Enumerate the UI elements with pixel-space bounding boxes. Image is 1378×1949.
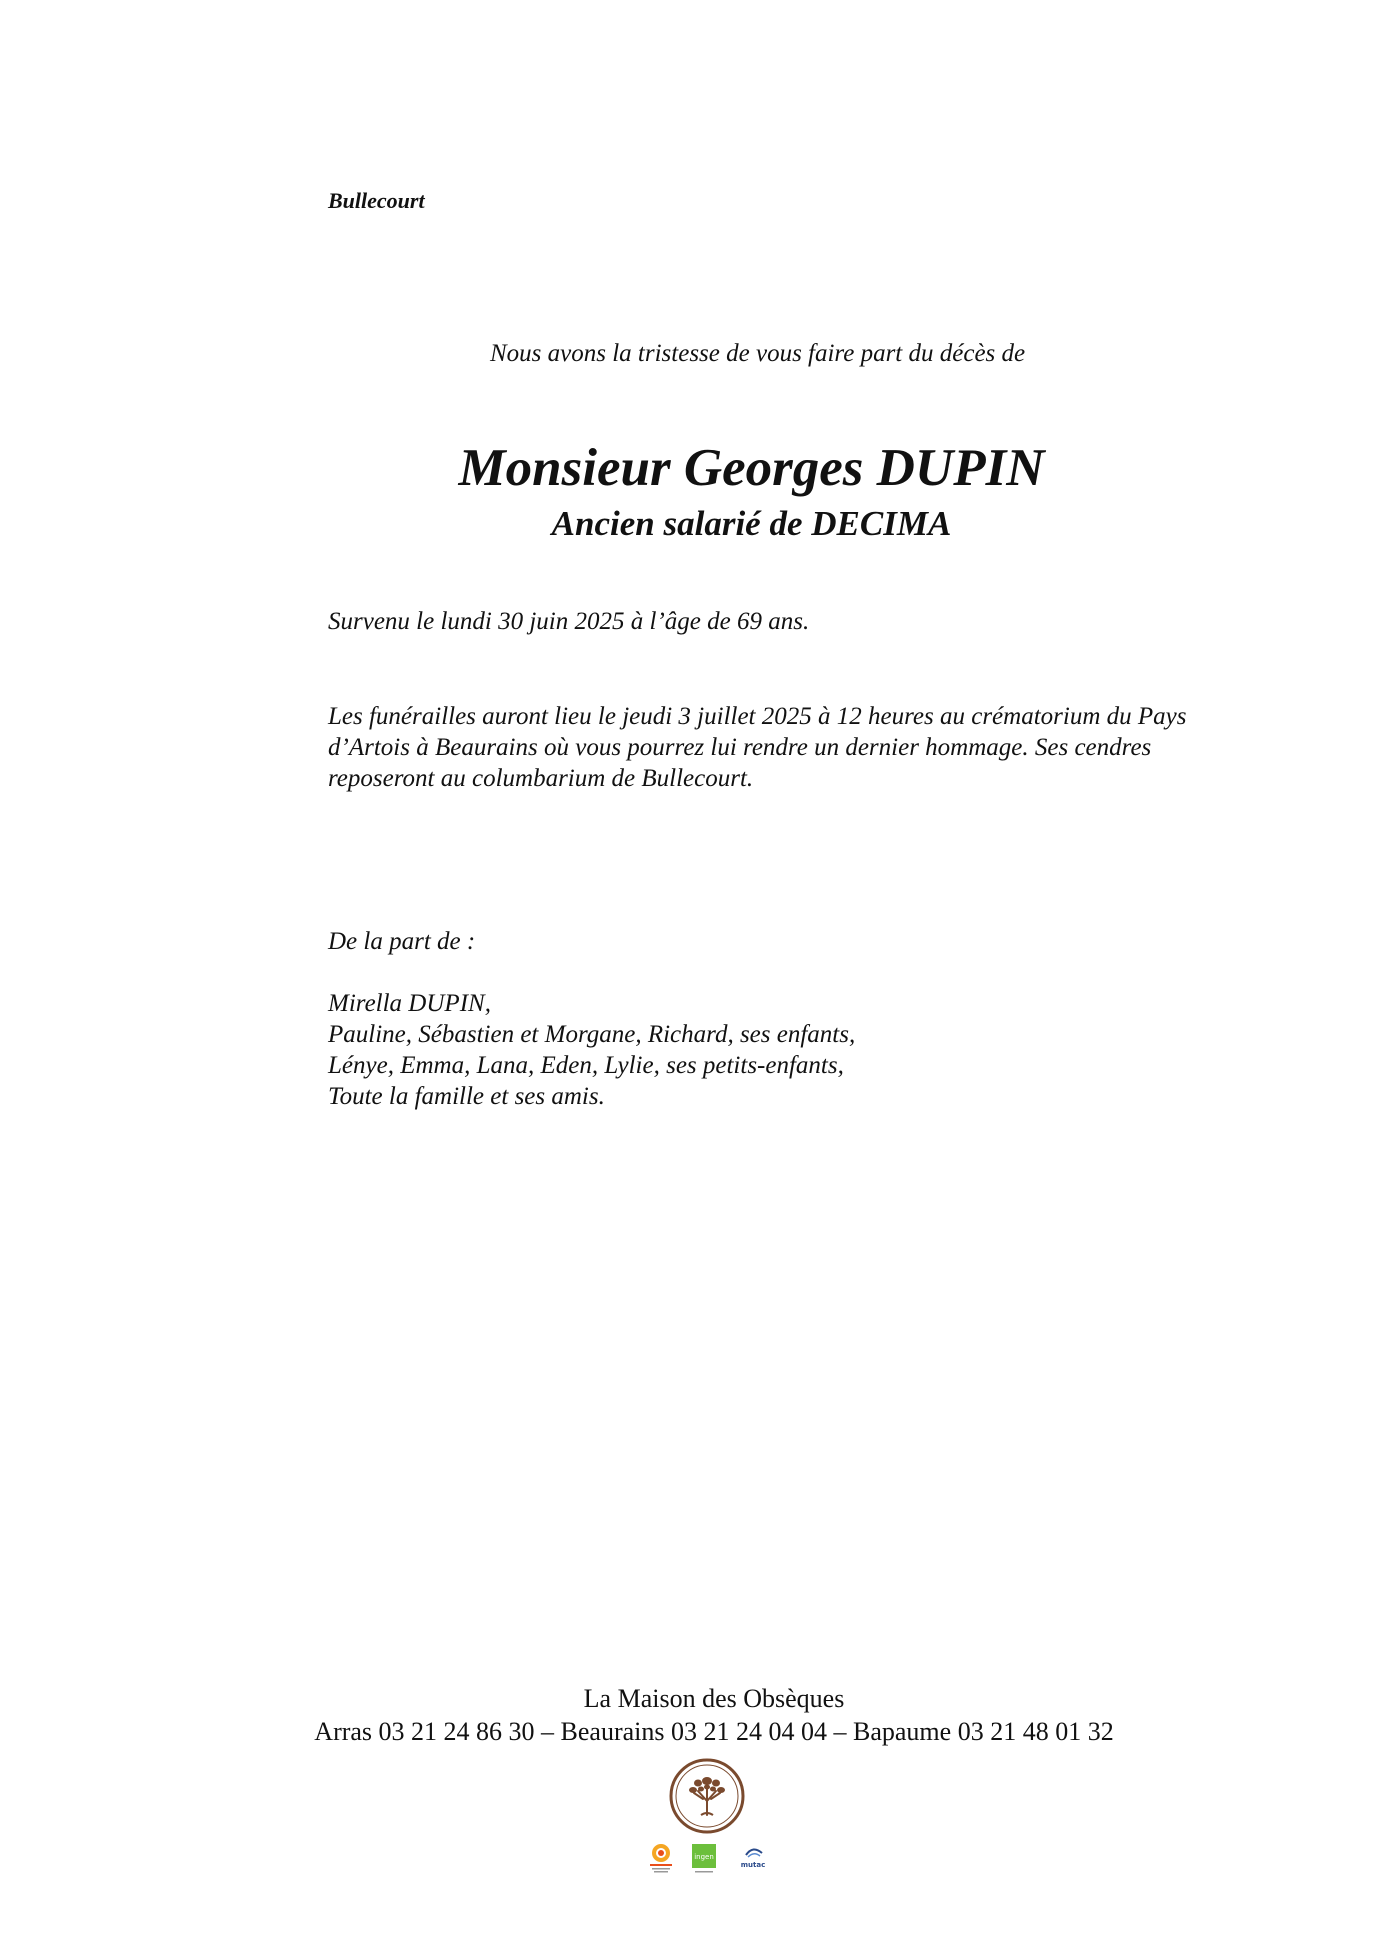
- harmonie-mutuelle-logo-icon: [648, 1843, 674, 1877]
- family-line: Lénye, Emma, Lana, Eden, Lylie, ses petits-enfants,: [328, 1052, 844, 1079]
- funeral-home-name: La Maison des Obsèques: [583, 1684, 845, 1713]
- tree-circle-logo-icon: [668, 1757, 746, 1835]
- svg-text:ingen: ingen: [694, 1853, 714, 1861]
- death-date-text: Survenu le lundi 30 juin 2025 à l’âge de 69 ans.: [328, 608, 810, 635]
- ingen-logo-icon: [691, 1843, 717, 1877]
- deceased-subtitle: Ancien salarié de DECIMA: [551, 504, 952, 543]
- svg-text:mutac: mutac: [740, 1861, 766, 1869]
- from-label: De la part de :: [328, 928, 476, 955]
- intro-text: Nous avons la tristesse de vous faire part du décès de: [490, 340, 1026, 367]
- partner-logos: [644, 1843, 774, 1883]
- family-line: Pauline, Sébastien et Morgane, Richard, ses enfants,: [328, 1021, 856, 1048]
- family-line: Mirella DUPIN,: [328, 990, 491, 1017]
- funeral-home-contacts: Arras 03 21 24 86 30 – Beaurains 03 21 24 04 04 – Bapaume 03 21 48 01 32: [314, 1717, 1114, 1746]
- town-heading: Bullecourt: [328, 188, 425, 213]
- mutac-logo-icon: [736, 1843, 770, 1877]
- family-line: Toute la famille et ses amis.: [328, 1083, 605, 1110]
- family-list: [328, 988, 1228, 1112]
- deceased-name: Monsieur Georges DUPIN: [458, 439, 1045, 497]
- funeral-details-text: Les funérailles auront lieu le jeudi 3 juillet 2025 à 12 heures au crématorium du Pays d’Artois à Beaurains où vous pourrez lui rendre un dernier hommage. Ses cendres reposeront au columbarium de Bullecourt.: [328, 703, 1187, 792]
